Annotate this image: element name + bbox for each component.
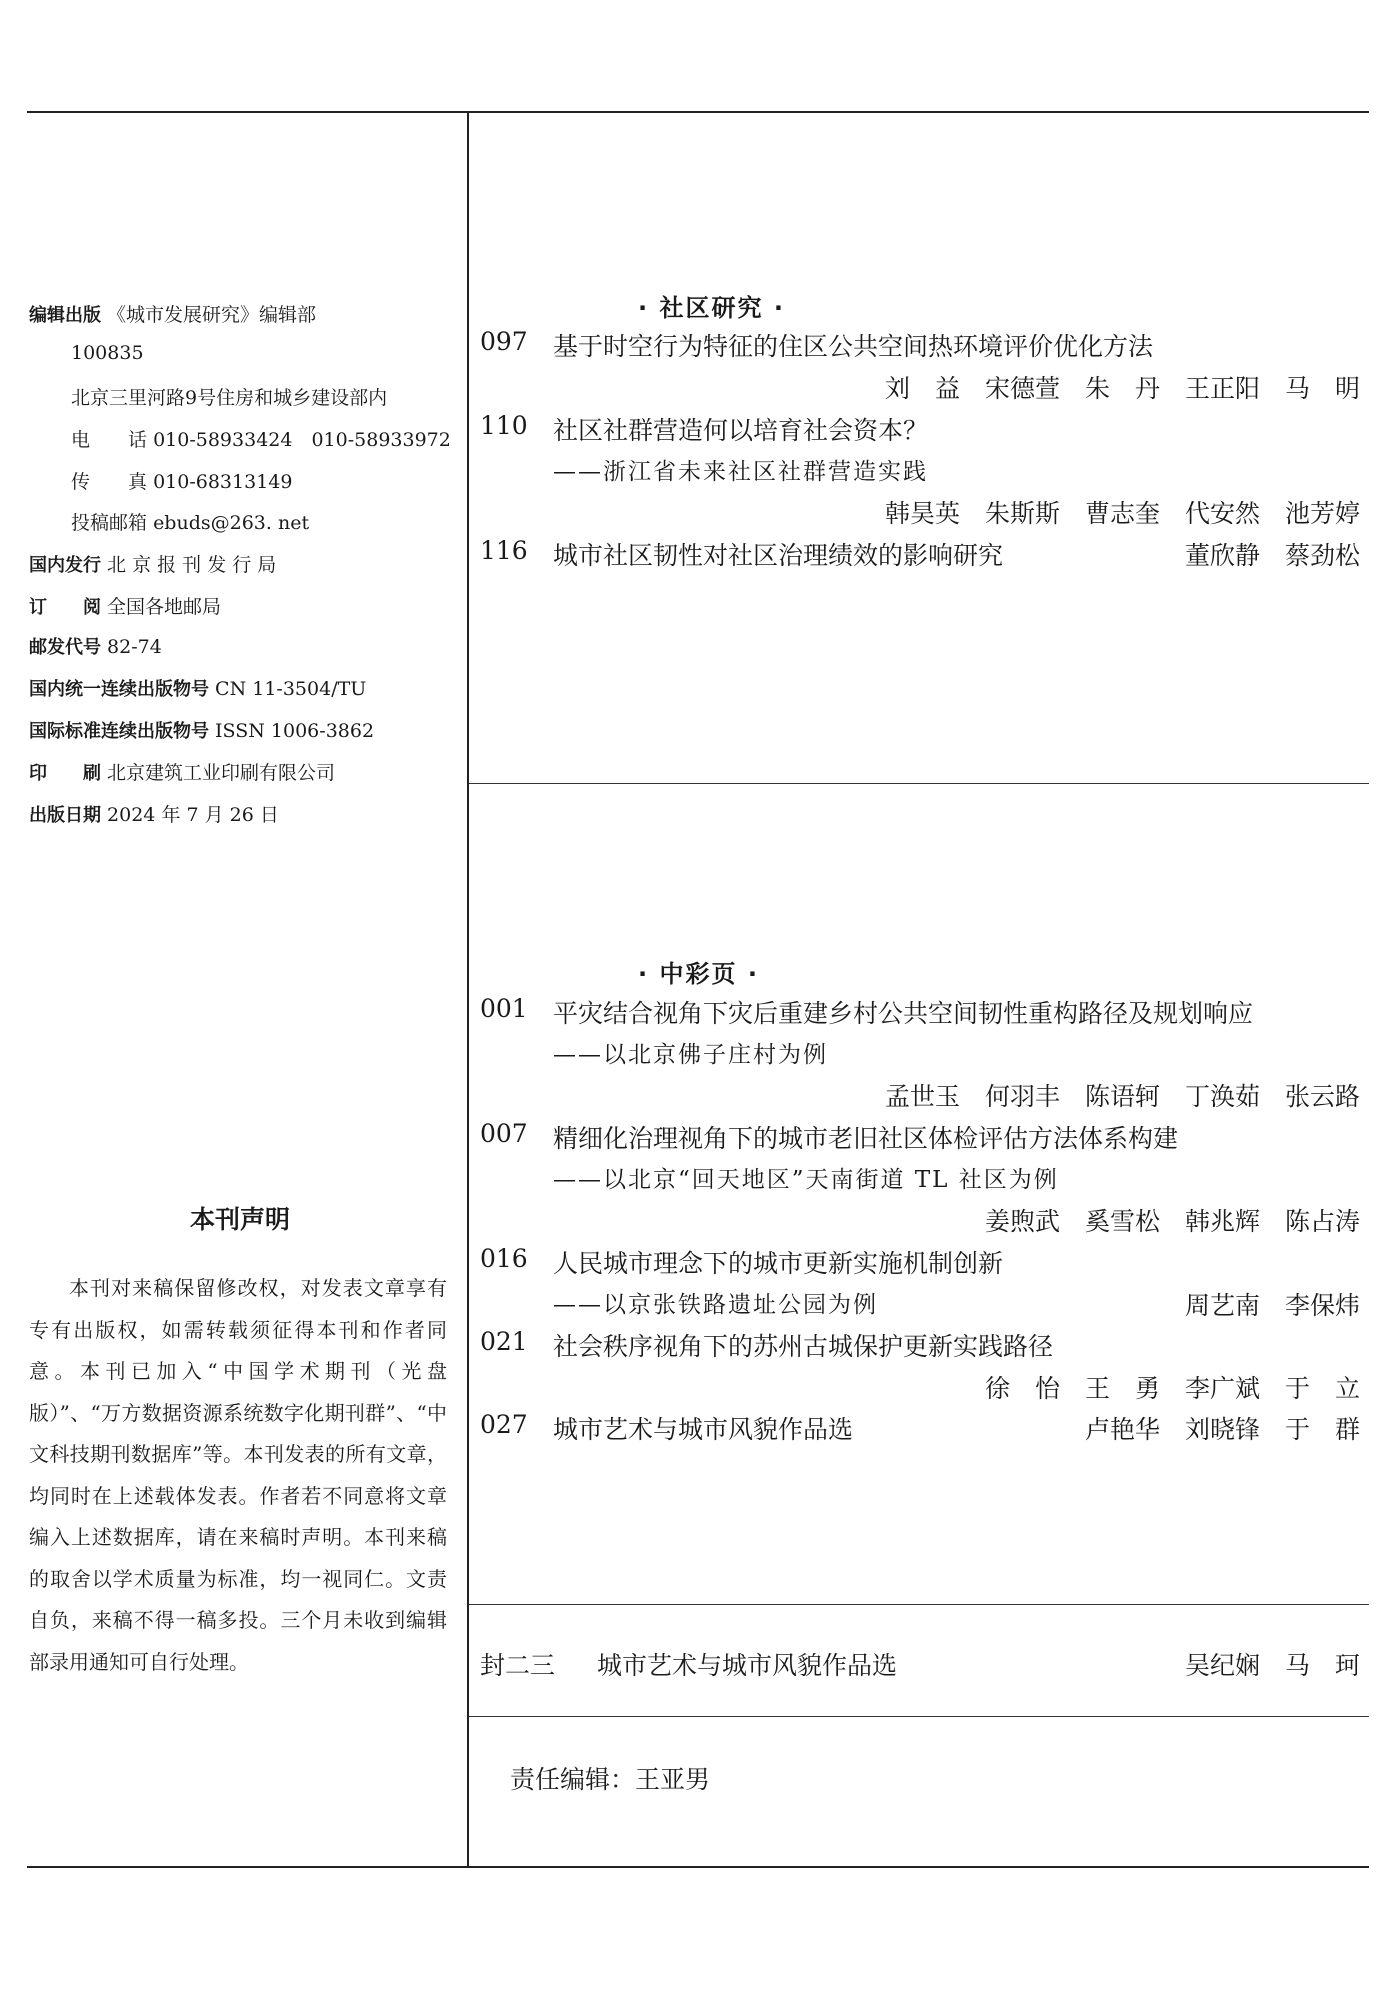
toc-entry[interactable] [480, 1327, 1360, 1369]
page-number: 001 [480, 994, 528, 1023]
article-authors: 孟世玉 何羽丰 陈语轲 丁涣茹 张云路 [884, 1082, 1360, 1111]
page-number: 007 [480, 1119, 528, 1148]
page-number: 021 [480, 1327, 528, 1356]
toc-authors [480, 1369, 1360, 1411]
masthead-cn: 国内统一连续出版物号 CN 11-3504/TU [29, 678, 367, 700]
masthead-publisher [29, 300, 316, 327]
article-authors: 董欣静 蔡劲松 [1184, 541, 1360, 570]
bottom-rule [27, 1866, 1369, 1868]
article-subtitle: ——以北京“回天地区”天南街道 TL 社区为例 [553, 1167, 1059, 1193]
toc-entry[interactable] [480, 1410, 1360, 1452]
masthead-phone: 电 话 010-58933424 010-58933972 [71, 429, 451, 451]
article-authors: 刘 益 宋德萱 朱 丹 王正阳 马 明 [884, 374, 1360, 403]
section-divider-1 [469, 783, 1369, 784]
section-divider-2 [469, 1604, 1369, 1605]
toc-entry[interactable] [480, 411, 1360, 453]
responsible-editor: 责任编辑：王亚男 [510, 1765, 711, 1794]
article-subtitle: ——以京张铁路遗址公园为例 [553, 1292, 878, 1318]
toc-authors [480, 494, 1360, 536]
masthead-postal-code: 邮发代号 82-74 [29, 636, 162, 658]
publisher-value: 《城市发展研究》编辑部 [107, 304, 317, 326]
page-number: 097 [480, 327, 528, 356]
article-authors: 姜煦武 奚雪松 韩兆辉 陈占涛 [984, 1207, 1360, 1236]
masthead-fax: 传 真 010-68313149 [71, 471, 293, 493]
article-title: 基于时空行为特征的住区公共空间热环境评价优化方法 [553, 332, 1154, 361]
toc-authors [480, 1077, 1360, 1119]
community-heading: · 社区研究 · [638, 294, 785, 322]
article-authors: 周艺南 李保炜 [1184, 1291, 1360, 1320]
article-title: 城市艺术与城市风貌作品选 [597, 1651, 898, 1680]
toc-entry-cover[interactable] [480, 1646, 1360, 1688]
article-authors: 卢艳华 刘晓锋 于 群 [1084, 1415, 1360, 1444]
page-number: 027 [480, 1410, 528, 1439]
article-title: 城市社区韧性对社区治理绩效的影响研究 [553, 541, 1004, 570]
article-subtitle: ——浙江省未来社区社群营造实践 [553, 459, 928, 485]
toc-entry[interactable] [480, 1119, 1360, 1161]
article-authors: 徐 怡 王 勇 李广斌 于 立 [984, 1374, 1360, 1403]
article-authors: 韩昊英 朱斯斯 曹志奎 代安然 池芳婷 [884, 499, 1360, 528]
masthead-issn: 国际标准连续出版物号 ISSN 1006-3862 [29, 720, 375, 742]
page-number: 封二三 [480, 1651, 556, 1680]
page-number: 016 [480, 1244, 528, 1273]
masthead-date: 出版日期 2024 年 7 月 26 日 [29, 804, 279, 826]
color-pages-heading: · 中彩页 · [638, 960, 759, 988]
toc-entry[interactable] [480, 1244, 1360, 1286]
masthead-postcode: 100835 [71, 342, 144, 364]
article-subtitle: ——以北京佛子庄村为例 [553, 1042, 828, 1068]
page-number: 110 [480, 411, 528, 440]
statement-body: 本刊对来稿保留修改权，对发表文章享有专有出版权，如需转载须征得本刊和作者同意。本刊已加入“中国学术期刊（光盘版）”、“万方数据资源系统数字化期刊群”、“中文科技期刊数据库”等。本刊发表的所有文章，均同时在上述载体发表。作者若不同意将文章编入上述数据库，请在来稿时声明。本刊来稿的取舍以学术质量为标准，均一视同仁。文责自负，来稿不得一稿多投。三个月未收到编辑部录用通知可自行处理。 [29, 1276, 447, 1674]
toc-subtitle [480, 1161, 1360, 1203]
top-rule [27, 111, 1369, 113]
article-title: 平灾结合视角下灾后重建乡村公共空间韧性重构路径及规划响应 [553, 999, 1254, 1028]
statement-title: 本刊声明 [190, 1205, 291, 1234]
toc-subtitle [480, 1036, 1360, 1078]
toc-entry[interactable] [480, 536, 1360, 578]
toc-entry[interactable] [480, 994, 1360, 1036]
article-authors: 吴纪娴 马 珂 [1184, 1651, 1360, 1680]
masthead-address: 北京三里河路9号住房和城乡建设部内 [71, 387, 388, 409]
toc-authors [480, 1202, 1360, 1244]
publisher-label: 编辑出版 [29, 305, 101, 326]
masthead-subscription: 订 阅 全国各地邮局 [29, 596, 222, 618]
section-divider-3 [469, 1716, 1369, 1717]
masthead-domestic-dist: 国内发行 北 京 报 刊 发 行 局 [29, 554, 277, 576]
article-title: 社会秩序视角下的苏州古城保护更新实践路径 [553, 1332, 1054, 1361]
toc-authors [480, 369, 1360, 411]
article-title: 人民城市理念下的城市更新实施机制创新 [553, 1249, 1004, 1278]
article-title: 精细化治理视角下的城市老旧社区体检评估方法体系构建 [553, 1124, 1179, 1153]
masthead-email: 投稿邮箱 ebuds@263. net [71, 512, 310, 534]
article-title: 城市艺术与城市风貌作品选 [553, 1415, 854, 1444]
page-number: 116 [480, 536, 528, 565]
article-title: 社区社群营造何以培育社会资本？ [553, 416, 929, 445]
toc-subtitle [480, 453, 1360, 495]
toc-subtitle [480, 1286, 1360, 1328]
toc-entry[interactable] [480, 327, 1360, 369]
masthead-printer: 印 刷 北京建筑工业印刷有限公司 [29, 762, 336, 784]
